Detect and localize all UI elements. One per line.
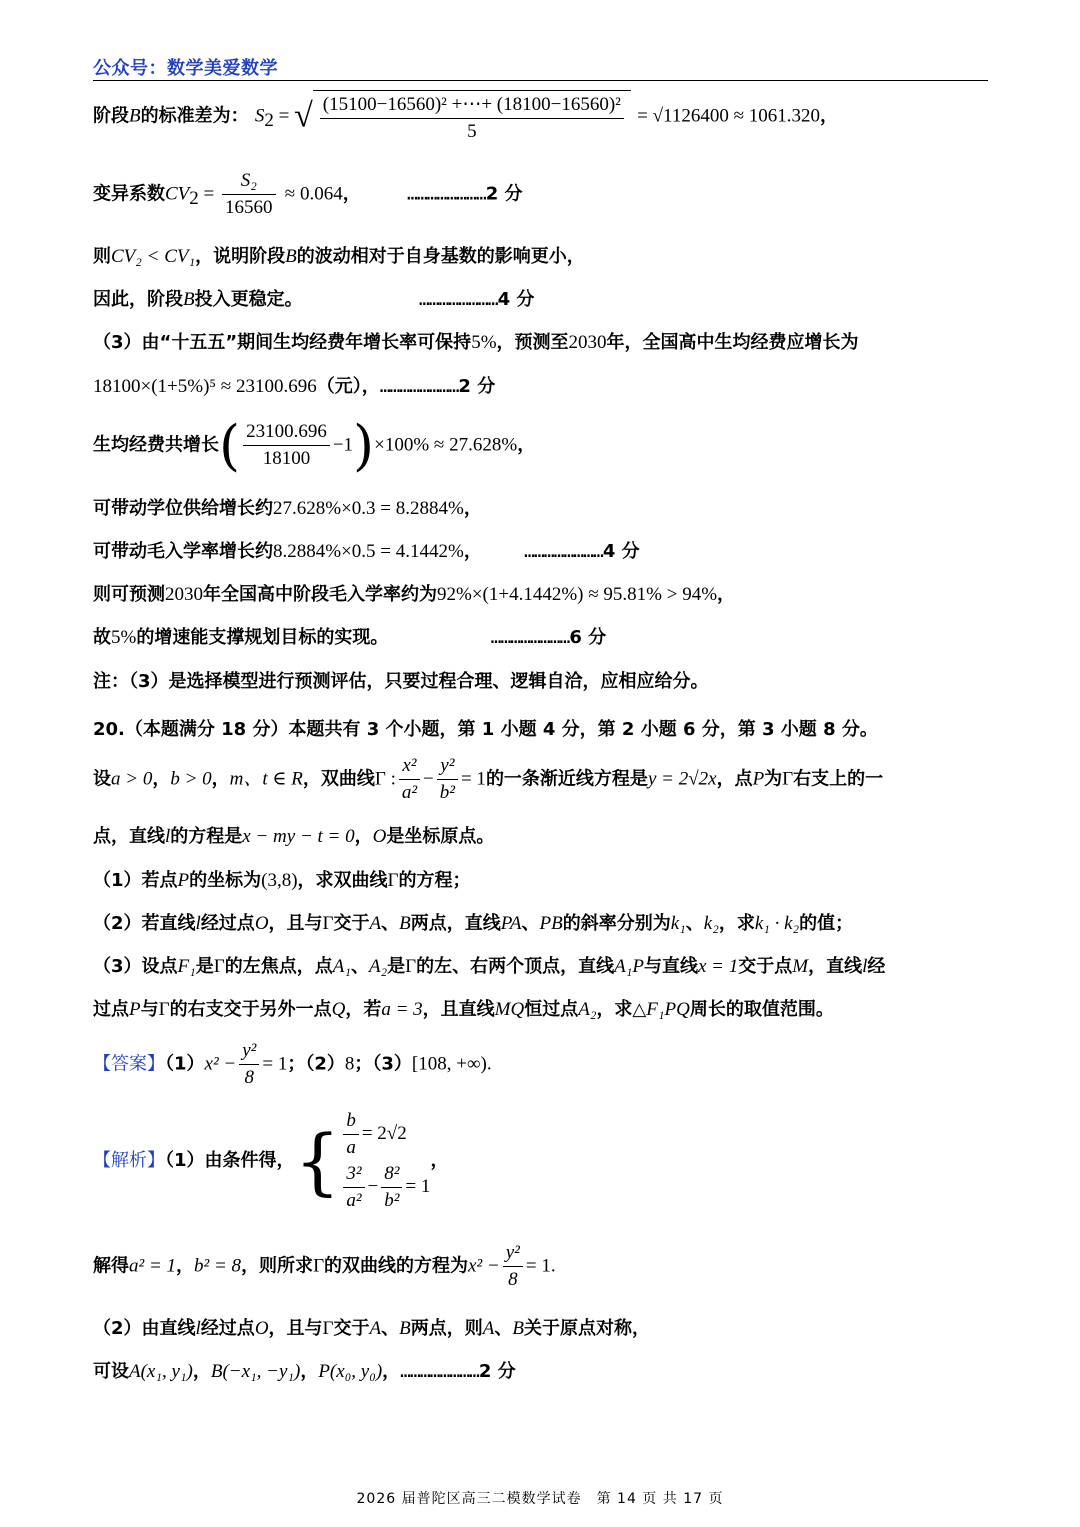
problem-20-part1: （1）若点P的坐标为(3,8)，求双曲线Γ的方程； — [93, 870, 471, 891]
analysis-line: 【解析】（1）由条件得，{ $\frac{b}{a}$ = 2√2 $\frac{\text{3²}}{\text{a²}}$ − $\frac{\text{8²}}{\text{b²}}$ = 1 ， — [93, 1110, 449, 1211]
problem-20-header: 20.（本题满分 18 分）本题共有 3 个小题，第 1 小题 4 分，第 2 小题 6 分，第 3 小题 8 分。 — [93, 719, 878, 740]
line-cv2: 变异系数$CV_2$ = $\frac{\text{S₂}}{16560}$ ≈ 0.064， ……………………2 分 — [93, 170, 523, 218]
solution-result: 解得a² = 1，b² = 8，则所求Γ的双曲线的方程为x² − $\frac{\text{y²}}{8}$ = 1. — [93, 1242, 556, 1290]
line-compare: 则CV₂ < CV₁，说明阶段B的波动相对于自身基数的影响更小， — [93, 246, 585, 267]
line-conclusion: 因此，阶段B投入更稳定。 ……………………4 分 — [93, 289, 535, 310]
analysis-tag: 【解析】 — [93, 1150, 165, 1171]
problem-20-part3-b: 过点P与Γ的右支交于另外一点Q，若a = 3，且直线MQ恒过点A₂，求△F₁PQ周长的取值范围。 — [93, 999, 834, 1020]
problem-20-part2: （2）若直线l经过点O，且与Γ交于A、B两点，直线PA、PB的斜率分别为k₁、k₂，求k₁ · k₂的值； — [93, 913, 854, 934]
line-part3-intro: （3）由“十五五”期间生均经费年增长率可保持5%，预测至2030年，全国高中生均经费应增长为 — [93, 332, 859, 353]
line-enrollment: 可带动毛入学率增长约8.2884%×0.5 = 4.1442%， ……………………4 分 — [93, 541, 640, 562]
line-goal: 故5%的增速能支撑规划目标的实现。 ……………………6 分 — [93, 627, 607, 648]
part2-solution-2: 可设A(x₁, y₁)，B(−x₁, −y₁)，P(x₀, y₀)，……………………2 分 — [93, 1361, 516, 1382]
line-projection: 18100×(1+5%)⁵ ≈ 23100.696（元），……………………2 分 — [93, 376, 496, 397]
part2-solution-1: （2）由直线l经过点O，且与Γ交于A、B两点，则A、B关于原点对称， — [93, 1318, 650, 1339]
answer-line: 【答案】（1）x² − $\frac{\text{y²}}{8}$ = 1；（2）8；（3）[108, +∞). — [93, 1040, 492, 1088]
problem-20-part3-a: （3）设点F₁是Γ的左焦点，点A₁、A₂是Γ的左、右两个顶点，直线A₁P与直线x = 1交于点M，直线l经 — [93, 956, 886, 977]
header-rule — [93, 80, 988, 81]
problem-20-statement-1: 设a > 0，b > 0，m、t ∈ R，双曲线Γ : $\frac{\text{x²}}{\text{a²}}$ − $\frac{\text{y²}}{\text{b²}}$ = 1的一条渐近线方程是y = 2√2x，点P为Γ右支上的一 — [93, 755, 884, 803]
sqrt-fraction: $\frac{\text{(15100−16560)² +⋯+ (18100−16560)²}}{5}$ — [313, 90, 631, 143]
answer-tag: 【答案】 — [93, 1053, 165, 1075]
header-title: 公众号：数学美爱数学 — [93, 58, 278, 79]
problem-20-statement-2: 点，直线l的方程是x − my − t = 0，O是坐标原点。 — [93, 826, 495, 847]
line-note: 注：（3）是选择模型进行预测评估，只要过程合理、逻辑自洽，应相应给分。 — [93, 671, 709, 692]
page-footer: 2026 届普陀区高三二模数学试卷 第 14 页 共 17 页 — [356, 1491, 724, 1507]
line-prediction: 则可预测2030年全国高中阶段毛入学率约为92%×(1+4.1442%) ≈ 95.81% > 94%， — [93, 584, 736, 605]
line-std-dev: 阶段B的标准差为： $S_2$ = √ $\frac{\text{(15100−16560)² +⋯+ (18100−16560)²}}{5}$ = √1126400 ≈ 1061.320， — [93, 90, 838, 143]
line-supply: 可带动学位供给增长约27.628%×0.3 = 8.2884%， — [93, 498, 482, 519]
line-growth: 生均经费共增长( $\frac{23100.696}{18100}$ −1)×100% ≈ 27.628%， — [93, 414, 536, 477]
